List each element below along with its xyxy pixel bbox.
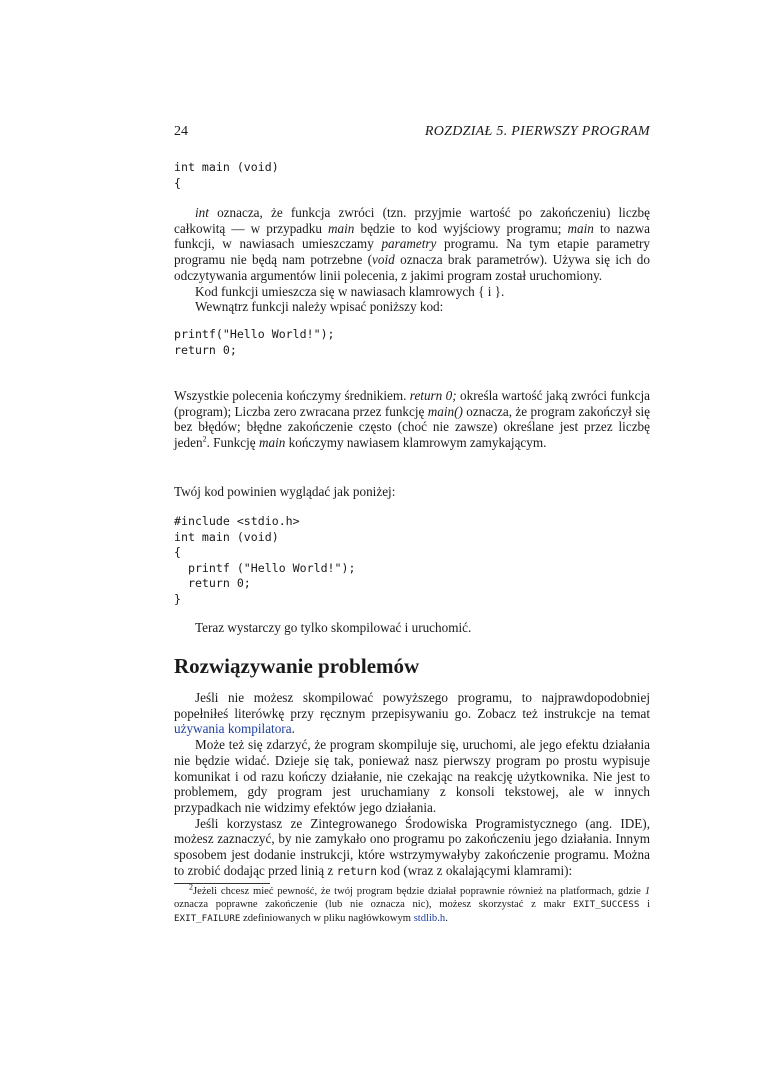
text-run: zdefiniowanych w pliku nagłówkowym: [240, 912, 414, 924]
paragraph-compile-run: [174, 620, 650, 636]
text-run: kod (wraz z okalającymi klamrami):: [377, 862, 573, 878]
code-line: int main (void): [174, 160, 279, 174]
paragraph-braces: Kod funkcji umieszcza się w nawiasach klamrowych { i }.: [195, 283, 505, 299]
inline-code-exit-success: EXIT_SUCCESS: [572, 899, 640, 911]
paragraph-inside-function: Wewnątrz funkcji należy wpisać poniższy kod:: [195, 299, 444, 315]
term-one: 1: [644, 886, 650, 897]
section-troubleshooting-body: [174, 690, 650, 879]
text-run: . Funkcję: [206, 435, 259, 451]
term-main: main: [567, 220, 594, 236]
text-run: oznacza, że funkcja zwróci (tzn. przyjmie wartość po zakończeniu) liczbę całkowitą — w przypadku: [174, 205, 650, 236]
page-number: 24: [174, 124, 188, 139]
text-run: będzie to kod wyjściowy programu;: [354, 220, 568, 236]
inline-code-return: return: [336, 864, 377, 878]
paragraph-text: Twój kod powinien wyglądać jak poniżej:: [174, 484, 396, 499]
paragraph-semicolons: [174, 388, 650, 451]
paragraph-return-explanation: [174, 388, 650, 451]
paragraph-main-explanation: [174, 205, 650, 315]
text-run: Jeśli korzystasz ze Zintegrowanego Środowiska Programistycznego (ang. IDE), możesz zaznaczyć, by nie zamykało ono programu po zakończeniu jego działania. Innym sposobem jest dodanie instrukcji, które wstrzymywałyby zakończenie programu. Można to zrobić dodając przed linią z: [174, 815, 650, 878]
code-line: int main (void): [174, 529, 279, 544]
text-run: Wszystkie polecenia kończymy średnikiem.: [174, 388, 410, 403]
term-main-call: main(): [427, 403, 463, 419]
text-run: .: [291, 721, 295, 737]
text-run: oznacza poprawne zakończenie (lub nie oznacza nic), możesz skorzystać z makr: [174, 899, 573, 911]
text-run: i: [639, 899, 651, 911]
text-run: to nazwa funkcji, w nawiasach umieszczamy: [174, 220, 650, 252]
code-line: return 0;: [174, 576, 251, 591]
term-parametry: parametry: [381, 236, 437, 252]
text-run: kończymy nawiasem klamrowym zamykającym.: [285, 435, 547, 451]
code-line: printf("Hello World!");: [174, 327, 335, 341]
text-run: oznacza, że program zakończył się bez błędów; błędne zakończenie często (choć nie zawsze) określane jest przez liczbę jeden: [174, 403, 650, 451]
text-run: oznacza brak parametrów). Używa się ich do odczytywania argumentów linii polecenia, z jakimi program został uruchomiony.: [174, 252, 650, 283]
code-line: #include <stdio.h>: [174, 514, 300, 528]
code-line: printf ("Hello World!");: [174, 560, 356, 575]
paragraph-code-should-look: [174, 484, 650, 500]
paragraph-no-output: Może też się zdarzyć, że program skompiluje się, uruchomi, ale jego efektu działania nie będzie widać. Dzieje się tak, ponieważ nasz pierwszy program po prostu wypisuje komunikat i od razu kończy działanie, nie czekając na reakcję użytkownika. Nie jest to problemem, gdy program jest uruchamiany z konsoli tekstowej, ale w innych przypadkach nie widzimy efektów jego działania.: [174, 737, 650, 815]
code-line: }: [174, 591, 181, 606]
term-return: return 0;: [409, 388, 457, 403]
text-run: określa wartość jaką zwróci funkcja (program); Liczba zero zwracana przez funkcję: [174, 388, 650, 419]
footnote-mark: 2: [189, 882, 193, 892]
code-block-full-program: [174, 514, 355, 608]
term-main: main: [328, 220, 355, 236]
code-line: return 0;: [174, 342, 237, 357]
term-void: void: [372, 252, 395, 268]
paragraph-text: Teraz wystarczy go tylko skompilować i uruchomić.: [195, 620, 472, 635]
code-line: {: [174, 545, 181, 560]
code-block-main-signature: [174, 160, 279, 191]
text-run: Jeżeli chcesz mieć pewność, że twój program będzie działał poprawnie również na platformach, gdzie: [193, 886, 645, 897]
inline-code-exit-failure: EXIT_FAILURE: [174, 912, 241, 924]
paragraph-compile-error: [174, 690, 650, 737]
paragraph-int-meaning: [174, 205, 650, 284]
term-int: int: [195, 205, 209, 220]
paragraph-ide: [174, 816, 650, 880]
footnote-reference[interactable]: 2: [202, 434, 207, 444]
code-block-printf: [174, 327, 335, 358]
footnote: [174, 882, 651, 925]
section-title: Rozwiązywanie problemów: [174, 654, 420, 678]
text-run: Jeśli nie możesz skompilować powyższego programu, to najprawdopodobniej popełniłeś literówkę przy ręcznym przepisywaniu go. Zobacz też instrukcje na temat: [174, 690, 650, 721]
code-line: {: [174, 175, 181, 190]
term-main: main: [258, 435, 286, 451]
text-run: .: [445, 912, 448, 924]
stdlib-link[interactable]: stdlib.h: [413, 912, 446, 924]
text-run: programu. Na tym etapie parametry programu nie będą nam potrzebne (: [174, 236, 650, 268]
chapter-title: ROZDZIAŁ 5. PIERWSZY PROGRAM: [424, 124, 650, 139]
compiler-usage-link[interactable]: używania kompilatora: [174, 721, 292, 737]
